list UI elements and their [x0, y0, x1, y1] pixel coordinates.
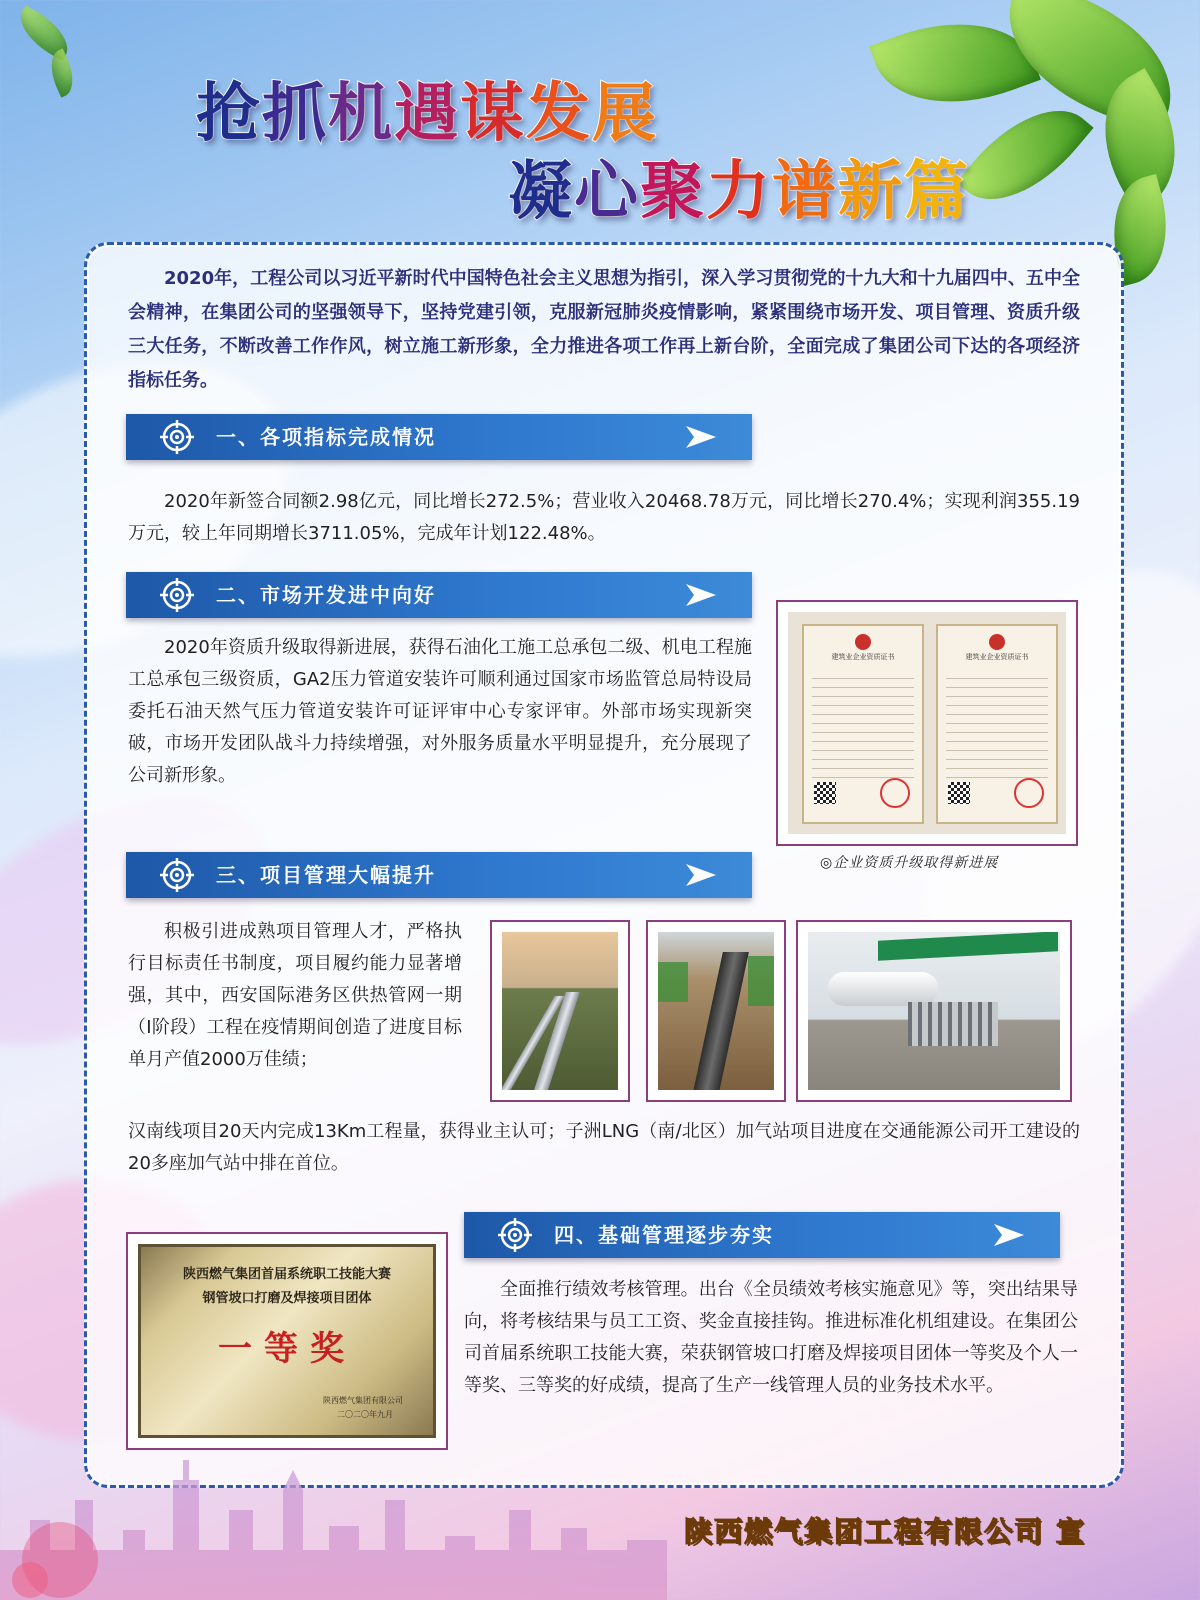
section-header-1	[126, 414, 752, 460]
tank-shape	[828, 972, 938, 1006]
headline-char: 展	[592, 77, 658, 151]
target-icon	[160, 420, 194, 454]
headline-char: 新	[838, 155, 904, 229]
headline-char: 抓	[262, 77, 328, 151]
certificate-photo	[788, 612, 1066, 834]
headline-char: 力	[706, 155, 772, 229]
headline-char: 机	[328, 77, 394, 151]
netting-shape	[658, 962, 688, 1002]
footer-organization: 陕西燃气集团工程有限公司 宣	[684, 1515, 1086, 1548]
pipe-shape	[693, 952, 749, 1090]
canopy-shape	[878, 932, 1058, 961]
pipeline-field-photo-frame	[490, 920, 630, 1102]
section-header-3	[126, 852, 752, 898]
plaque-award: 一等奖	[218, 1329, 356, 1369]
headline-line-2	[508, 140, 970, 232]
gas-station-photo-frame	[796, 920, 1072, 1102]
headline-char: 聚	[640, 155, 706, 229]
award-plaque	[138, 1244, 436, 1438]
certificate-caption: ◎企业资质升级取得新进展	[820, 855, 999, 871]
section-header-4	[464, 1212, 1060, 1258]
section-3-text-part-1: 积极引进成熟项目管理人才，严格执行目标责任书制度，项目履约能力显著增强，其中，西安国际港务区供热管网一期（Ⅰ阶段）工程在疫情期间创造了进度目标单月产值2000万佳绩；	[128, 921, 462, 1070]
arrow-right-icon	[684, 424, 718, 450]
leaf-decoration	[43, 48, 82, 97]
pipeline-trench-photo-frame	[646, 920, 786, 1102]
arrow-right-icon	[684, 862, 718, 888]
certificate-page	[936, 624, 1058, 824]
seal-icon	[1014, 778, 1044, 808]
section-title: 四、基础管理逐步夯实	[554, 1223, 774, 1247]
certificate-photo-frame	[776, 600, 1078, 846]
headline-char: 发	[526, 77, 592, 151]
headline-char: 抢	[196, 77, 262, 151]
headline-char: 谱	[772, 155, 838, 229]
certificate-lines	[812, 670, 914, 780]
certificate-heading: 建筑业企业资质证书	[831, 653, 895, 661]
arrow-right-icon	[684, 582, 718, 608]
plaque-line-2: 钢管坡口打磨及焊接项目团体	[202, 1291, 372, 1306]
section-title: 一、各项指标完成情况	[216, 425, 436, 449]
plaque-date: 二〇二〇年九月	[337, 1410, 393, 1419]
headline-char: 遇	[394, 77, 460, 151]
section-header-2	[126, 572, 752, 618]
qr-code-icon	[948, 782, 970, 804]
target-icon	[498, 1218, 532, 1252]
intro-paragraph: 2020年，工程公司以习近平新时代中国特色社会主义思想为指引，深入学习贯彻党的十九大和十九届四中、五中全会精神，在集团公司的坚强领导下，坚持党建引领，克服新冠肺炎疫情影响，紧紧围绕市场开发、项目管理、资质升级三大任务，不断改善工作作风，树立施工新形象，全力推进各项工作再上新台阶，全面完成了集团公司下达的各项经济指标任务。	[128, 268, 1080, 391]
plaque-line-1: 陕西燃气集团首届系统职工技能大赛	[182, 1267, 391, 1282]
section-2-text: 2020年资质升级取得新进展，获得石油化工施工总承包二级、机电工程施工总承包三级资质，GA2压力管道安装许可顺利通过国家市场监管总局特设局委托石油天然气压力管道安装许可证评审中心专家评审。外部市场实现新突破，市场开发团队战斗力持续增强，对外服务质量水平明显提升，充分展现了公司新形象。	[128, 637, 752, 786]
certificate-lines	[946, 670, 1048, 780]
target-icon	[160, 578, 194, 612]
certificate-heading: 建筑业企业资质证书	[965, 653, 1029, 661]
award-plaque-frame	[126, 1232, 448, 1450]
leaf-decoration	[956, 83, 1093, 228]
pipeline-trench-photo	[658, 932, 774, 1090]
netting-shape	[748, 956, 774, 1006]
seal-icon	[880, 778, 910, 808]
arrow-right-icon	[992, 1222, 1026, 1248]
gas-station-photo	[808, 932, 1060, 1090]
headline-char: 篇	[904, 155, 970, 229]
headline-char: 心	[574, 155, 640, 229]
section-3-text-part-2: 汉南线项目20天内完成13Km工程量，获得业主认可；子洲LNG（南/北区）加气站项目进度在交通能源公司开工建设的20多座加气站中排在首位。	[128, 1121, 1080, 1174]
emblem-icon	[855, 634, 871, 650]
city-skyline-decoration	[0, 1440, 760, 1600]
headline-char: 谋	[460, 77, 526, 151]
emblem-icon	[989, 634, 1005, 650]
section-title: 二、市场开发进中向好	[216, 583, 436, 607]
certificate-page	[802, 624, 924, 824]
qr-code-icon	[814, 782, 836, 804]
section-4-text: 全面推行绩效考核管理。出台《全员绩效考核实施意见》等，突出结果导向，将考核结果与员工工资、奖金直接挂钩。推进标准化机组建设。在集团公司首届系统职工技能大赛，荣获钢管坡口打磨及焊接项目团体一等奖及个人一等奖、三等奖的好成绩，提高了生产一线管理人员的业务技术水平。	[464, 1279, 1078, 1396]
target-icon	[160, 858, 194, 892]
leaf-decoration	[11, 5, 78, 61]
section-1-text: 2020年新签合同额2.98亿元，同比增长272.5%；营业收入20468.78万元，同比增长270.4%；实现利润355.19万元，较上年同期增长3711.05%，完成年计划122.48%。	[128, 491, 1080, 544]
pipeline-field-photo	[502, 932, 618, 1090]
equipment-shape	[908, 1002, 998, 1046]
plaque-issuer: 陕西燃气集团有限公司	[323, 1396, 403, 1405]
headline-char: 凝	[508, 155, 574, 229]
section-title: 三、项目管理大幅提升	[216, 863, 436, 887]
